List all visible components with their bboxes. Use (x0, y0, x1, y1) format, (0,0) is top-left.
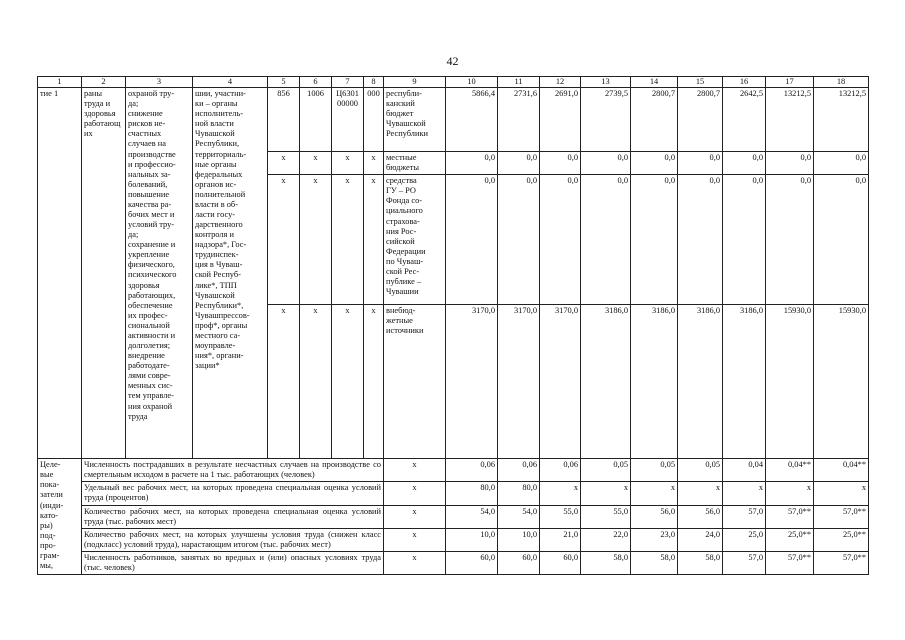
amount-cell: 3186,0 (678, 305, 723, 459)
indicator-value-cell: 57,0** (814, 551, 869, 574)
indicator-value-cell: 0,06 (446, 459, 498, 482)
indicator-value-cell: 57,0 (723, 505, 766, 528)
column-number-13: 13 (581, 77, 631, 88)
indicator-value-cell: 10,0 (446, 528, 498, 551)
indicator-value-cell: 0,05 (678, 459, 723, 482)
column-number-10: 10 (446, 77, 498, 88)
column-number-6: 6 (300, 77, 332, 88)
column-number-2: 2 (82, 77, 126, 88)
funding-source-cell: внебюд- жетные источники (384, 305, 446, 459)
indicator-value-cell: 80,0 (498, 482, 540, 505)
indicator-value-cell: 55,0 (581, 505, 631, 528)
column-number-3: 3 (126, 77, 193, 88)
amount-cell: 2739,5 (581, 88, 631, 152)
amount-cell: 3170,0 (540, 305, 581, 459)
indicator-value-cell: 60,0 (540, 551, 581, 574)
indicator-value-cell: 58,0 (631, 551, 678, 574)
column-number-9: 9 (384, 77, 446, 88)
indicator-row (38, 459, 869, 482)
amount-cell: 0,0 (540, 152, 581, 175)
indicator-value-cell: 0,05 (631, 459, 678, 482)
budget-code-cell: x (300, 305, 332, 459)
amount-cell: 0,0 (540, 175, 581, 305)
amount-cell: 0,0 (498, 175, 540, 305)
amount-cell: 0,0 (446, 152, 498, 175)
indicator-value-cell: 25,0** (766, 528, 814, 551)
indicator-value-cell: 56,0 (678, 505, 723, 528)
amount-cell: 0,0 (581, 175, 631, 305)
indicator-value-cell: 0,04** (766, 459, 814, 482)
indicator-name-cell: Численность работников, занятых во вредных и (или) опасных условиях труда (тыс. человек) (82, 551, 384, 574)
indicators-label-cell: Целе- вые пока- затели (инди- като- ры) под- про- грам- мы, (38, 459, 82, 575)
column-number-18: 18 (814, 77, 869, 88)
indicator-value-cell: 23,0 (631, 528, 678, 551)
goal-cell: раны труда и здоровья работающих (82, 88, 126, 459)
column-numbers-row (38, 77, 869, 88)
amount-cell: 15930,0 (814, 305, 869, 459)
column-number-7: 7 (332, 77, 364, 88)
budget-code-cell: Ц6301 00000 (332, 88, 364, 152)
amount-cell: 2800,7 (631, 88, 678, 152)
indicator-value-cell: x (766, 482, 814, 505)
amount-cell: 0,0 (446, 175, 498, 305)
indicator-value-cell: 55,0 (540, 505, 581, 528)
budget-code-cell: x (268, 305, 300, 459)
budget-code-cell: 1006 (300, 88, 332, 152)
budget-code-cell: x (332, 305, 364, 459)
indicator-value-cell: x (581, 482, 631, 505)
indicator-value-cell: 0,05 (581, 459, 631, 482)
budget-code-cell: x (364, 305, 384, 459)
indicator-value-cell: x (540, 482, 581, 505)
indicator-value-cell: 57,0 (723, 551, 766, 574)
indicator-value-cell: 57,0** (766, 551, 814, 574)
amount-cell: 0,0 (766, 152, 814, 175)
indicator-value-cell: 60,0 (498, 551, 540, 574)
funding-row (38, 88, 869, 152)
funding-source-cell: республи- канский бюджет Чувашской Республики (384, 88, 446, 152)
amount-cell: 0,0 (678, 175, 723, 305)
executors-cell: шии, участни- ки – органы исполнитель- ной власти Чувашской Республики, территориаль- ные органы федеральных органов ис- полнительной власти в об- ласти госу- дарственного контроля и надзора*, Гос- трудинспек- ция в Чуваш- ской Респуб- лике*, ТПП Чувашской Республики*, Чувашпрессов- проф*, органы местного са- моуправле- ния*, органи- зации* (193, 88, 268, 459)
indicator-value-cell: 60,0 (446, 551, 498, 574)
indicator-value-cell: 24,0 (678, 528, 723, 551)
column-number-15: 15 (678, 77, 723, 88)
indicator-value-cell: x (723, 482, 766, 505)
budget-code-cell: x (332, 152, 364, 175)
indicator-value-cell: 54,0 (498, 505, 540, 528)
page-number: 42 (446, 54, 459, 68)
amount-cell: 0,0 (766, 175, 814, 305)
amount-cell: 2642,5 (723, 88, 766, 152)
column-number-17: 17 (766, 77, 814, 88)
indicator-row (38, 551, 869, 574)
indicator-value-cell: x (814, 482, 869, 505)
indicator-value-cell: x (678, 482, 723, 505)
column-number-8: 8 (364, 77, 384, 88)
indicator-value-cell: 57,0** (814, 505, 869, 528)
funding-source-cell: средства ГУ – РО Фонда со- циального страхова- ния Рос- сийской Федерации по Чуваш- ской Рес- публике – Чувашии (384, 175, 446, 305)
amount-cell: 3186,0 (723, 305, 766, 459)
amount-cell: 13212,5 (766, 88, 814, 152)
amount-cell: 13212,5 (814, 88, 869, 152)
funding-source-cell: местные бюджеты (384, 152, 446, 175)
indicator-value-cell: 0,04** (814, 459, 869, 482)
program-table (37, 76, 869, 575)
budget-code-cell: x (300, 152, 332, 175)
budget-code-cell: x (364, 175, 384, 305)
indicator-marker-cell: x (384, 459, 446, 482)
column-number-12: 12 (540, 77, 581, 88)
indicator-value-cell: 0,04 (723, 459, 766, 482)
amount-cell: 3186,0 (581, 305, 631, 459)
amount-cell: 0,0 (631, 175, 678, 305)
budget-code-cell: x (268, 175, 300, 305)
indicator-row (38, 505, 869, 528)
indicator-marker-cell: x (384, 528, 446, 551)
amount-cell: 5866,4 (446, 88, 498, 152)
indicator-value-cell: 0,06 (498, 459, 540, 482)
indicator-name-cell: Численность пострадавших в результате несчастных случаев на производстве со смертельным исходом в расчете на 1 тыс. работающих (человек) (82, 459, 384, 482)
column-number-1: 1 (38, 77, 82, 88)
amount-cell: 0,0 (814, 152, 869, 175)
indicator-name-cell: Удельный вес рабочих мест, на которых проведена специальная оценка условий труда (процентов) (82, 482, 384, 505)
budget-code-cell: 000 (364, 88, 384, 152)
amount-cell: 3170,0 (498, 305, 540, 459)
indicator-row (38, 528, 869, 551)
indicator-value-cell: x (631, 482, 678, 505)
amount-cell: 0,0 (723, 152, 766, 175)
indicator-name-cell: Количество рабочих мест, на которых проведена специальная оценка условий труда (тыс. рабочих мест) (82, 505, 384, 528)
amount-cell: 0,0 (631, 152, 678, 175)
budget-code-cell: x (300, 175, 332, 305)
column-number-14: 14 (631, 77, 678, 88)
amount-cell: 0,0 (678, 152, 723, 175)
tasks-cell: охраной тру- да; снижение рисков не- счастных случаев на производстве и профессио- нальных за- болеваний, повышение качества ра- бочих мест и условий тру- да; сохранение и укрепление физического, психического здоровья работающих, обеспечение их профес- сиональной активности и долголетия; внедрение работодате- лями совре- менных сис- тем управле- ния охраной труда (126, 88, 193, 459)
amount-cell: 2691,0 (540, 88, 581, 152)
indicator-value-cell: 25,0 (723, 528, 766, 551)
indicator-value-cell: 0,06 (540, 459, 581, 482)
indicator-value-cell: 80,0 (446, 482, 498, 505)
indicator-value-cell: 57,0** (766, 505, 814, 528)
amount-cell: 0,0 (723, 175, 766, 305)
column-number-5: 5 (268, 77, 300, 88)
indicator-value-cell: 25,0** (814, 528, 869, 551)
amount-cell: 2731,6 (498, 88, 540, 152)
column-number-16: 16 (723, 77, 766, 88)
amount-cell: 15930,0 (766, 305, 814, 459)
amount-cell: 0,0 (581, 152, 631, 175)
indicator-value-cell: 22,0 (581, 528, 631, 551)
amount-cell: 0,0 (814, 175, 869, 305)
budget-code-cell: x (268, 152, 300, 175)
indicator-value-cell: 58,0 (678, 551, 723, 574)
indicator-value-cell: 54,0 (446, 505, 498, 528)
indicator-value-cell: 58,0 (581, 551, 631, 574)
column-number-4: 4 (193, 77, 268, 88)
column-number-11: 11 (498, 77, 540, 88)
budget-code-cell: x (364, 152, 384, 175)
subprogram-cell: тие 1 (38, 88, 82, 459)
amount-cell: 2800,7 (678, 88, 723, 152)
indicator-row (38, 482, 869, 505)
amount-cell: 3186,0 (631, 305, 678, 459)
indicator-value-cell: 56,0 (631, 505, 678, 528)
budget-code-cell: 856 (268, 88, 300, 152)
indicator-marker-cell: x (384, 505, 446, 528)
indicator-marker-cell: x (384, 551, 446, 574)
indicator-value-cell: 21,0 (540, 528, 581, 551)
indicator-marker-cell: x (384, 482, 446, 505)
indicator-name-cell: Количество рабочих мест, на которых улучшены условия труда (снижен класс (подкласс) условий труда), нарастающим итогом (тыс. рабочих мест) (82, 528, 384, 551)
indicator-value-cell: 10,0 (498, 528, 540, 551)
amount-cell: 3170,0 (446, 305, 498, 459)
amount-cell: 0,0 (498, 152, 540, 175)
budget-code-cell: x (332, 175, 364, 305)
